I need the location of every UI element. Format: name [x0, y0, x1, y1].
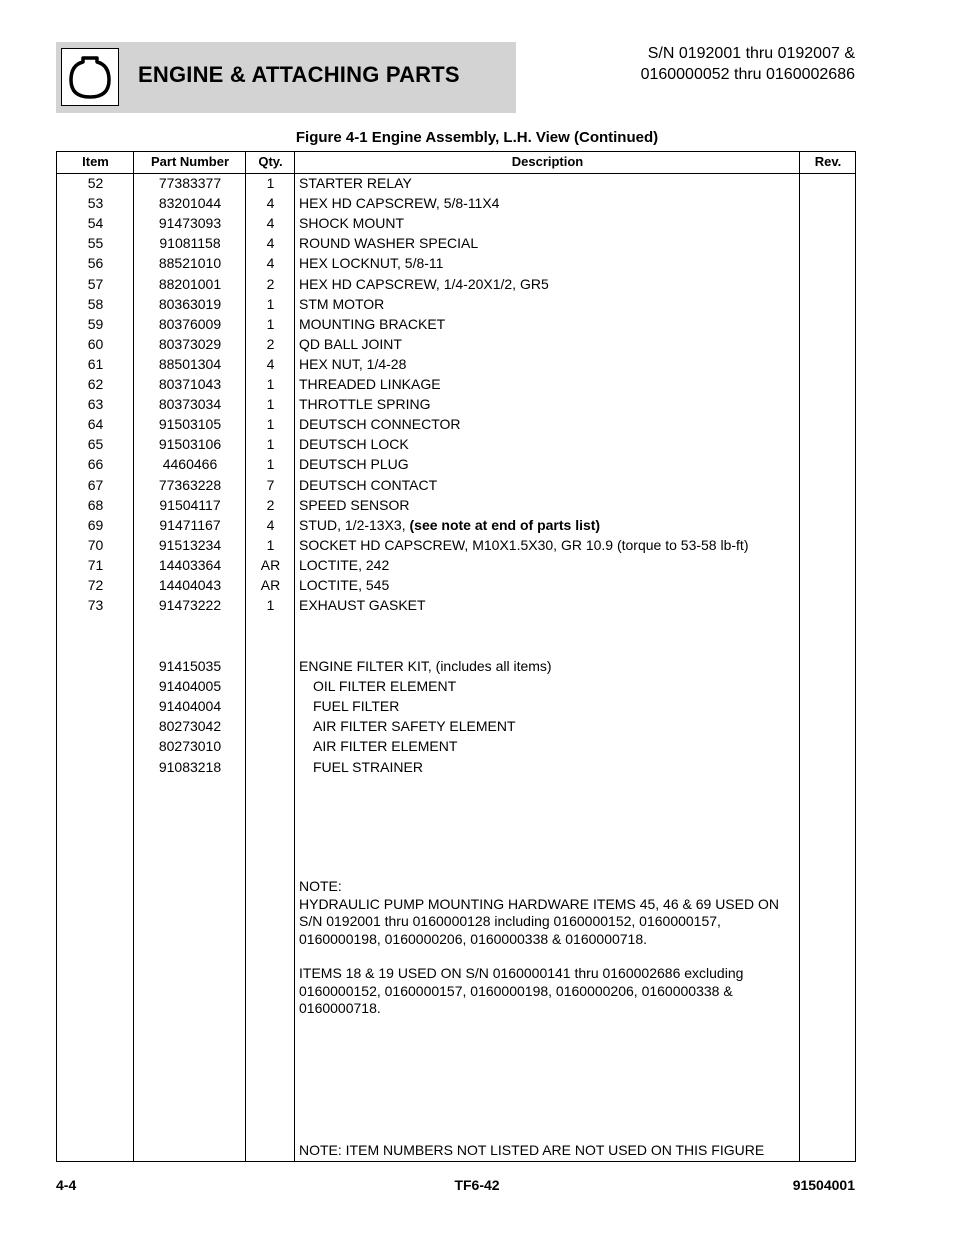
item-number: 69	[87, 516, 104, 533]
note-paragraph-1: HYDRAULIC PUMP MOUNTING HARDWARE ITEMS 45, 46 & 69 USED ON S/N 0192001 thru 0160000128 including 0160000152, 0160000157, 0160000198, 0160000206, 0160000338 & 0160000718.	[299, 895, 779, 947]
quantity: 1	[266, 416, 275, 433]
kit-description: OIL FILTER ELEMENT	[313, 678, 457, 695]
header-divider	[57, 173, 855, 174]
part-number: 14403364	[158, 556, 222, 573]
engine-icon	[61, 48, 119, 106]
part-number: 88501304	[158, 355, 222, 372]
description: THREADED LINKAGE	[299, 376, 441, 392]
section-title: ENGINE & ATTACHING PARTS	[138, 62, 460, 87]
description-note-reference: (see note at end of parts list)	[409, 516, 601, 533]
description: DEUTSCH CONTACT	[299, 476, 438, 493]
description: EXHAUST GASKET	[299, 597, 426, 614]
item-number: 62	[87, 376, 104, 392]
kit-description: FUEL FILTER	[313, 698, 400, 715]
quantity: 2	[266, 496, 275, 513]
footer-model: TF6-42	[454, 1177, 500, 1193]
description: SHOCK MOUNT	[299, 215, 404, 232]
column-header-qty: Qty.	[258, 154, 283, 169]
kit-description: AIR FILTER SAFETY ELEMENT	[313, 718, 516, 735]
quantity: 4	[266, 215, 275, 232]
kit-description: ENGINE FILTER KIT, (includes all items)	[299, 658, 552, 674]
quantity: 1	[266, 456, 275, 473]
kit-description: FUEL STRAINER	[313, 758, 423, 775]
quantity: 1	[266, 436, 275, 453]
serial-range	[641, 43, 855, 85]
description	[299, 517, 600, 533]
quantity: 1	[266, 295, 275, 312]
kit-part-number: 80273042	[158, 718, 222, 735]
item-number: 68	[87, 496, 104, 513]
description: STM MOTOR	[299, 295, 385, 312]
item-number: 54	[87, 215, 104, 232]
part-number: 91473222	[158, 597, 222, 614]
part-number: 91503105	[158, 416, 222, 433]
quantity: AR	[260, 556, 281, 573]
quantity: 1	[266, 175, 275, 191]
part-number: 80363019	[158, 295, 222, 312]
quantity: 2	[266, 275, 275, 292]
description: LOCTITE, 242	[299, 556, 390, 573]
column-header-rev: Rev.	[814, 154, 842, 169]
item-number: 73	[87, 597, 104, 614]
part-number: 4460466	[162, 456, 218, 473]
item-number: 71	[87, 556, 104, 573]
item-number: 67	[87, 476, 104, 493]
quantity: 4	[266, 195, 275, 212]
parts-table	[56, 151, 856, 1162]
part-number: 91473093	[158, 215, 222, 232]
quantity: 1	[266, 376, 275, 392]
description: DEUTSCH PLUG	[299, 456, 409, 473]
item-number: 61	[87, 355, 104, 372]
quantity: 4	[266, 255, 275, 272]
part-number: 80371043	[158, 376, 222, 392]
quantity: AR	[260, 577, 281, 593]
description: DEUTSCH LOCK	[299, 436, 409, 453]
part-number: 91504117	[159, 496, 221, 513]
kit-part-number: 80273010	[158, 738, 222, 755]
item-number: 60	[87, 335, 104, 352]
part-number: 77363228	[158, 476, 222, 493]
quantity: 1	[266, 396, 275, 413]
quantity: 1	[266, 597, 275, 614]
item-number: 57	[87, 275, 104, 292]
column-header-description: Description	[511, 154, 584, 169]
description: HEX LOCKNUT, 5/8-11	[299, 255, 444, 272]
quantity: 4	[266, 355, 275, 372]
note-paragraph-2: ITEMS 18 & 19 USED ON S/N 0160000141 thru 0160002686 excluding 0160000152, 0160000157, 0160000198, 0160000206, 0160000338 & 0160000718.	[299, 965, 744, 1016]
description: SPEED SENSOR	[299, 496, 410, 513]
serial-line-2: 0160000052 thru 0160002686	[640, 66, 855, 83]
item-number: 56	[87, 255, 104, 272]
item-number: 58	[87, 295, 104, 312]
description: QD BALL JOINT	[299, 335, 402, 352]
item-number: 59	[87, 315, 104, 332]
final-note: NOTE: ITEM NUMBERS NOT LISTED ARE NOT USED ON THIS FIGURE	[299, 1142, 765, 1158]
description-text: STUD, 1/2-13X3,	[299, 516, 410, 533]
description: ROUND WASHER SPECIAL	[299, 235, 479, 252]
kit-part-number: 91083218	[158, 758, 222, 775]
column-header-part-number: Part Number	[150, 154, 230, 169]
item-number: 65	[87, 436, 104, 453]
note-label: NOTE:	[299, 878, 342, 894]
footer-doc-number: 91504001	[792, 1177, 855, 1193]
part-number: 88201001	[158, 275, 222, 292]
part-number: 80373034	[158, 396, 222, 413]
quantity: 2	[266, 335, 275, 352]
description: HEX NUT, 1/4-28	[299, 355, 407, 372]
description: SOCKET HD CAPSCREW, M10X1.5X30, GR 10.9 (torque to 53-58 lb-ft)	[299, 536, 749, 553]
part-number: 91081158	[159, 235, 221, 252]
description: STARTER RELAY	[299, 175, 412, 191]
description: THROTTLE SPRING	[299, 396, 431, 413]
figure-title: Figure 4-1 Engine Assembly, L.H. View (Continued)	[295, 129, 659, 146]
item-number: 64	[87, 416, 104, 433]
part-number: 91513234	[158, 536, 222, 553]
item-number: 63	[87, 396, 104, 413]
kit-description: AIR FILTER ELEMENT	[313, 738, 458, 755]
part-number: 80376009	[158, 315, 222, 332]
column-header-item: Item	[82, 154, 109, 169]
kit-part-number: 91404005	[158, 678, 222, 695]
item-number: 55	[87, 235, 104, 252]
quantity: 7	[266, 476, 275, 493]
kit-part-number: 91404004	[158, 698, 222, 715]
quantity: 1	[266, 536, 275, 553]
description: HEX HD CAPSCREW, 1/4-20X1/2, GR5	[299, 275, 549, 292]
item-number: 66	[87, 456, 104, 473]
description: DEUTSCH CONNECTOR	[299, 416, 461, 433]
part-number: 91471167	[159, 516, 221, 533]
part-number: 14404043	[158, 577, 222, 593]
serial-line-1: S/N 0192001 thru 0192007 &	[647, 45, 855, 62]
part-number: 88521010	[158, 255, 222, 272]
item-number: 72	[87, 577, 104, 593]
quantity: 4	[266, 235, 275, 252]
item-number: 53	[87, 195, 104, 212]
description: LOCTITE, 545	[299, 577, 390, 593]
part-number: 91503106	[158, 436, 222, 453]
footer-page-number: 4-4	[56, 1177, 77, 1193]
part-number: 77383377	[158, 175, 222, 191]
note-block	[299, 878, 799, 1018]
item-number: 70	[87, 536, 104, 553]
column-divider	[799, 152, 800, 1161]
description: HEX HD CAPSCREW, 5/8-11X4	[299, 195, 500, 212]
description: MOUNTING BRACKET	[299, 315, 446, 332]
item-number: 52	[87, 175, 104, 191]
kit-part-number: 91415035	[158, 658, 222, 674]
part-number: 80373029	[158, 335, 222, 352]
part-number: 83201044	[158, 195, 222, 212]
quantity: 1	[266, 315, 275, 332]
quantity: 4	[266, 516, 275, 533]
